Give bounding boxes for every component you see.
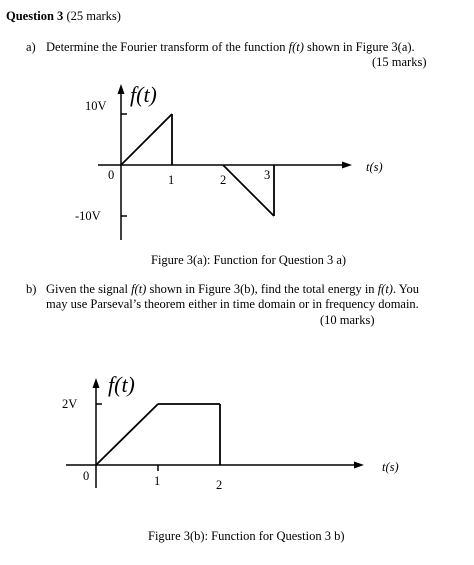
part-b-marks: (10 marks) <box>320 313 375 327</box>
fig-a-ylabel: f(t) <box>130 82 157 107</box>
fig-a-ramp-down <box>223 165 274 216</box>
fig-a-x-arrow <box>342 162 352 169</box>
fig-b-xlabel: t(s) <box>382 460 399 474</box>
part-b-label: b) <box>26 282 37 296</box>
question-number: Question 3 <box>6 9 64 23</box>
fig-a-y-arrow <box>118 84 125 94</box>
fig-a-tick3-label: 3 <box>264 168 271 182</box>
fig-b-y-arrow <box>93 378 100 388</box>
part-b-func-2: f(t) <box>377 282 393 296</box>
fig-a-caption: Figure 3(a): Function for Question 3 a) <box>151 253 347 267</box>
part-a-marks: (15 marks) <box>372 55 427 69</box>
fig-b-ylabel: f(t) <box>108 372 135 397</box>
part-a-text-after: shown in Figure 3(a). <box>303 40 415 54</box>
fig-b-tick2-label: 2 <box>216 478 223 492</box>
part-a-text-before: Determine the Fourier transform of the function <box>46 40 289 54</box>
part-b-line1-before: Given the signal <box>46 282 132 296</box>
fig-b-origin-label: 0 <box>83 469 90 483</box>
fig-a-tick1-label: 1 <box>168 173 175 187</box>
part-b-line1-after: . You <box>392 282 420 296</box>
fig-b-y-level-label: 2V <box>62 397 78 411</box>
part-b-line1-mid: shown in Figure 3(b), find the total energy in <box>146 282 378 296</box>
fig-a-xlabel: t(s) <box>366 160 383 174</box>
question-marks: (25 marks) <box>63 9 121 23</box>
fig-b-tick1-label: 1 <box>154 474 161 488</box>
part-b-line1 <box>46 282 419 297</box>
fig-a-tick2-label: 2 <box>220 173 227 187</box>
fig-a-y-pos-label: 10V <box>85 99 107 113</box>
fig-a-y-neg-label: -10V <box>75 209 101 223</box>
fig-b-caption: Figure 3(b): Function for Question 3 b) <box>148 529 345 543</box>
fig-a-ramp-up <box>121 114 172 165</box>
part-a-func: f(t) <box>288 40 304 54</box>
part-a-text <box>46 40 415 55</box>
part-b-line2: may use Parseval’s theorem either in time domain or in frequency domain. <box>46 297 419 311</box>
part-a-label: a) <box>26 40 36 54</box>
question-title <box>6 9 121 24</box>
fig-a-origin-label: 0 <box>108 168 115 182</box>
fig-b-x-arrow <box>354 462 364 469</box>
part-b-func: f(t) <box>131 282 147 296</box>
fig-b-ramp <box>96 404 158 465</box>
